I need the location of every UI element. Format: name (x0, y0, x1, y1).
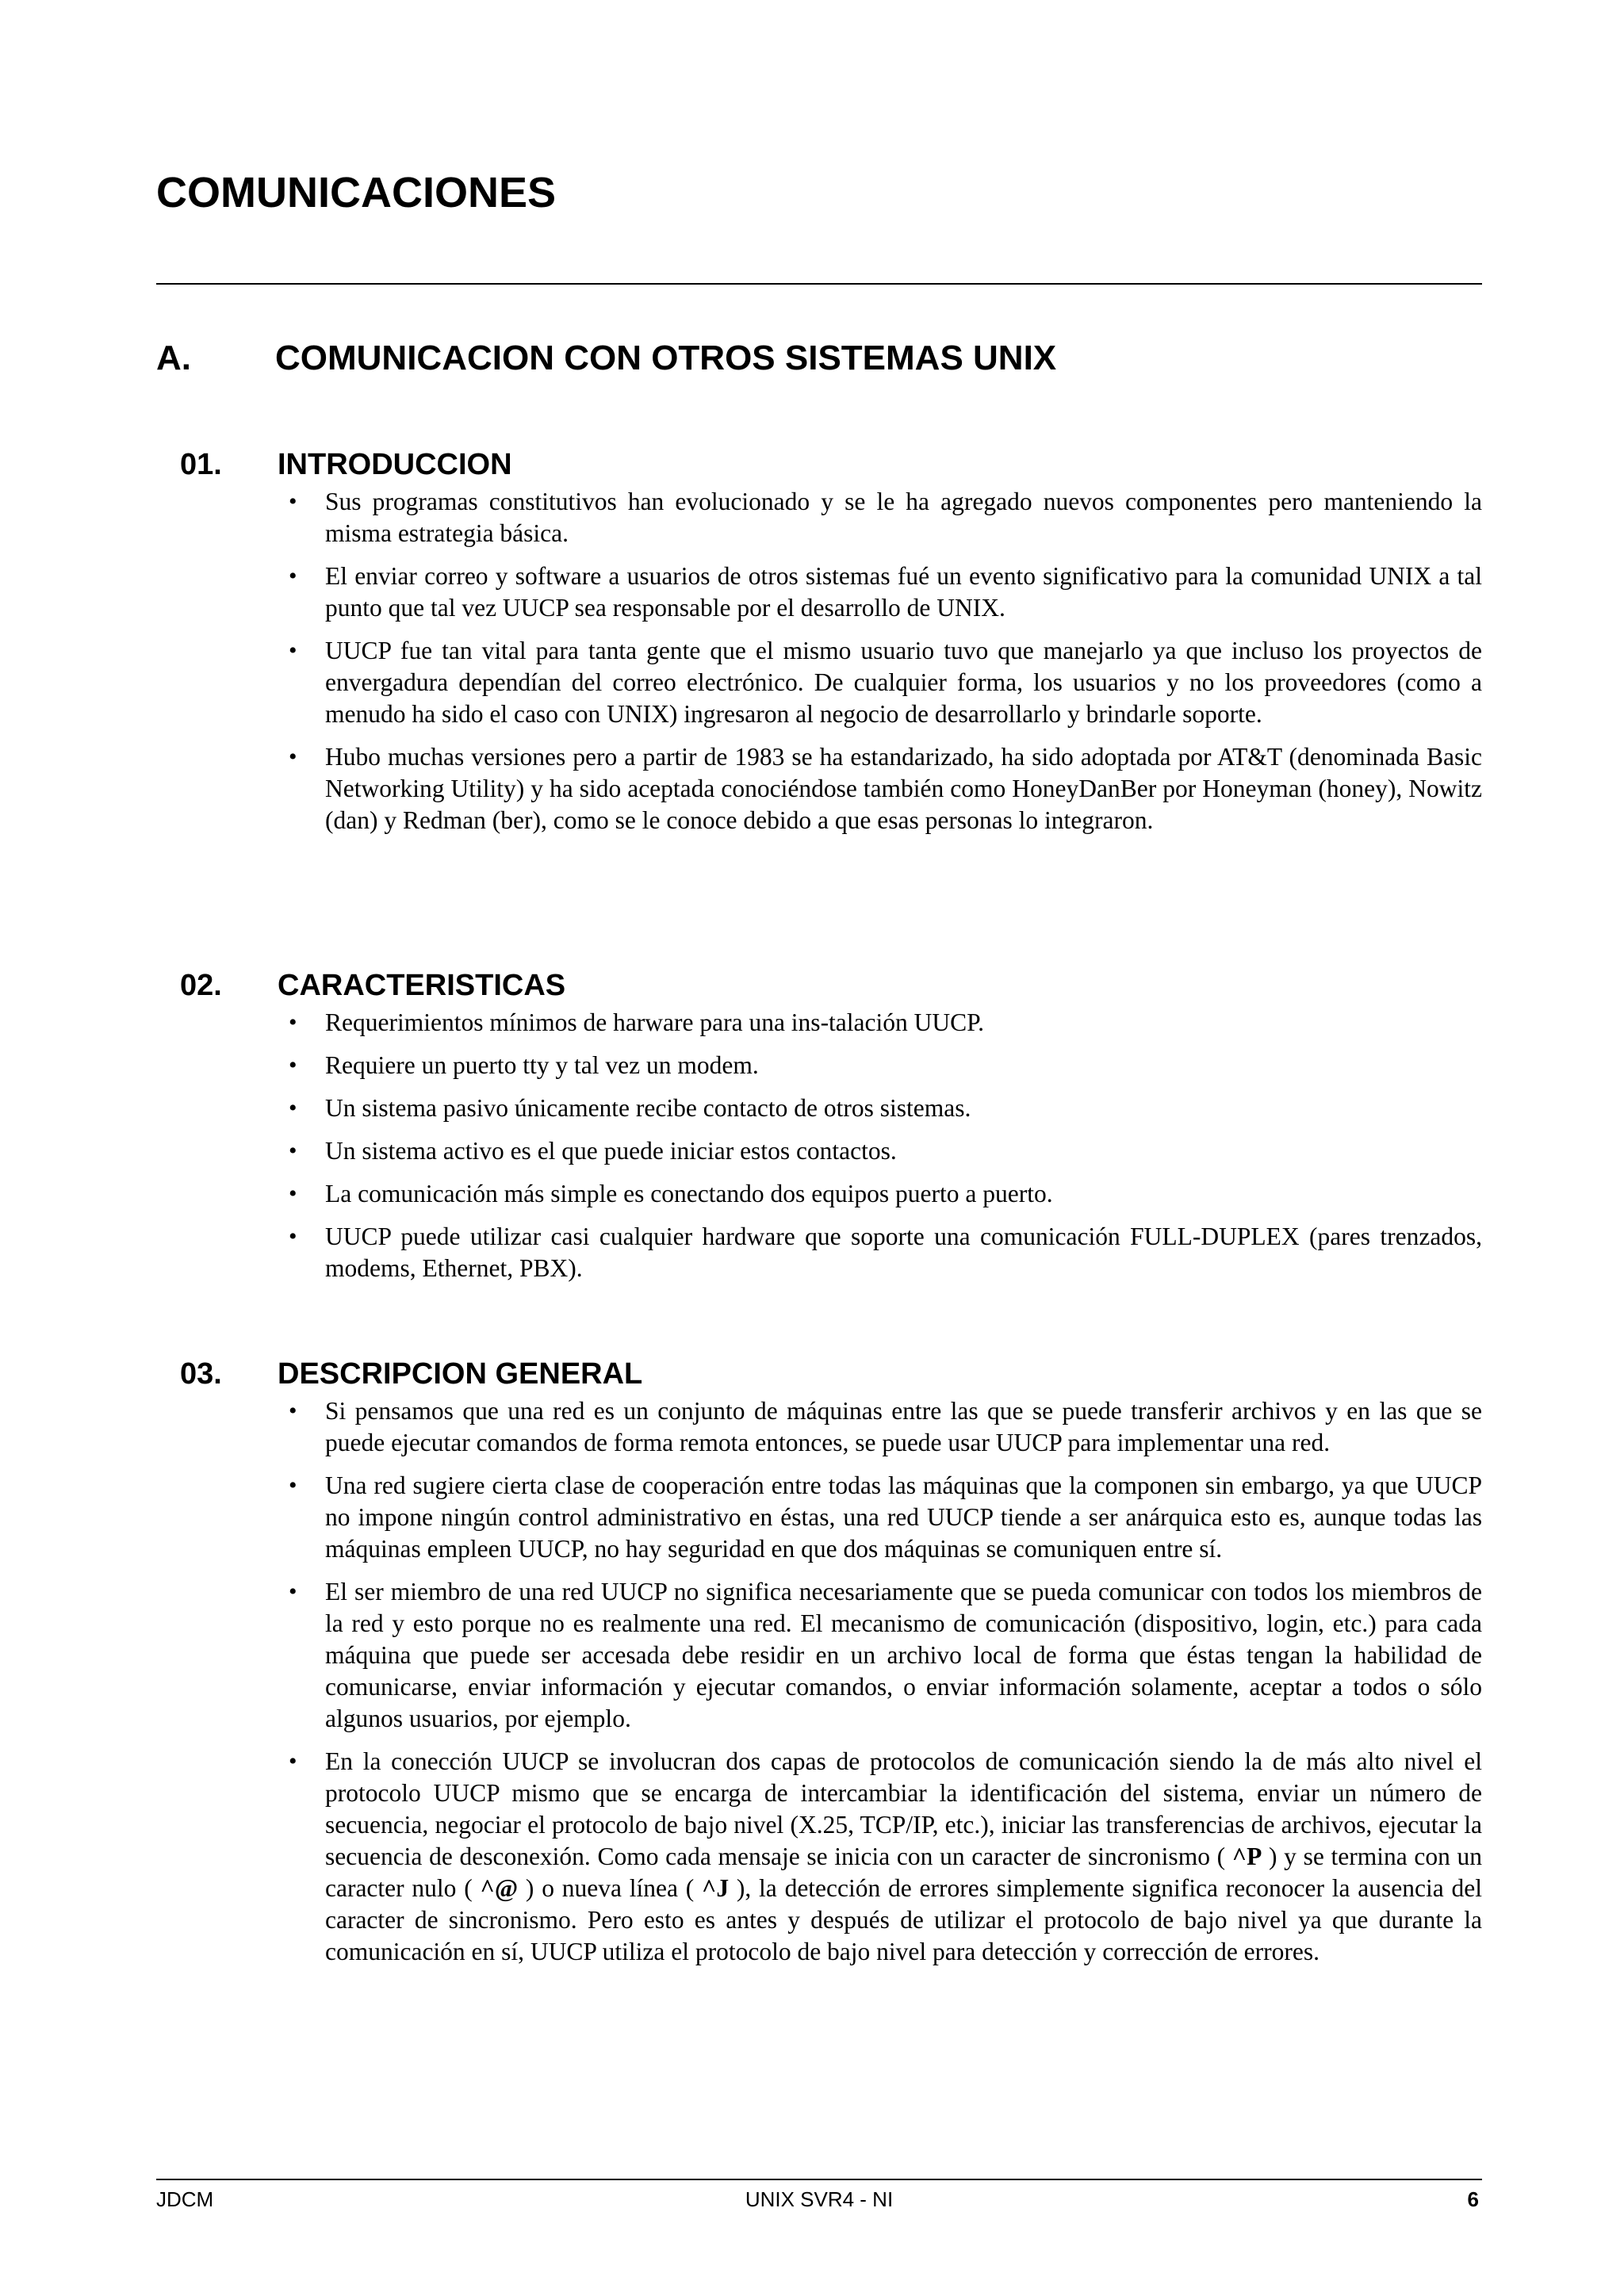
list-item: • Requiere un puerto tty y tal vez un modem. (180, 1050, 1482, 1081)
subsection-heading (180, 1356, 1482, 1392)
control-char-null: ^@ (480, 1874, 519, 1902)
list-item: • Un sistema activo es el que puede iniciar estos contactos. (180, 1135, 1482, 1167)
section-heading (156, 336, 1056, 381)
subsection-number: 03. (180, 1357, 222, 1391)
bullet-icon: • (289, 1472, 297, 1498)
list-item: • Requerimientos mínimos de harware para una ins-talación UUCP. (180, 1007, 1482, 1039)
control-char-j: ^J (702, 1874, 730, 1902)
subsection-number: 02. (180, 969, 222, 1002)
bullet-icon: • (289, 1748, 297, 1774)
bullet-icon: • (289, 1138, 297, 1164)
footer-course: UNIX SVR4 - NI (745, 2187, 894, 2211)
subsection-descripcion-general (180, 1356, 1482, 1968)
page-number: 6 (1467, 2187, 1479, 2211)
list-item: • Una red sugiere cierta clase de cooperación entre todas las máquinas que la componen sin embargo, ya que UUCP no impone ningún control administrativo en éstas, una red UUCP tiende a ser anárquica esto es, aunque todas las máquinas empleen UUCP, no hay seguridad en que dos máquinas se comuniquen entre sí. (289, 1471, 1482, 1563)
list-item: • En la conección UUCP se involucran dos capas de protocolos de comunicación siendo la de más alto nivel el protocolo UUCP mismo que se encarga de intercambiar la identificación del sistema, enviar un número de secuencia, negociar el protocolo de bajo nivel (X.25, TCP/IP, etc.), iniciar las transferencias de archivos, ejecutar la secuencia de desconexión. Como cada mensaje se inicia con un caracter de sincronismo ( ^P ) y se termina con un caracter nulo ( ^@ ) o nueva línea ( ^J ), la detección de errores simplemente significa reconocer la ausencia del caracter de sincronismo. Pero esto es antes y después de utilizar el protocolo de bajo nivel ya que durante la comunicación en sí, UUCP utiliza el protocolo de bajo nivel para detección y corrección de errores. (289, 1747, 1482, 1965)
subsection-title: DESCRIPCION GENERAL (278, 1357, 643, 1391)
subsection-number: 01. (180, 448, 222, 481)
list-item: • UUCP puede utilizar casi cualquier hardware que soporte una comunicación FULL-DUPLEX (pares trenzados, modems, Ethernet, PBX). (289, 1223, 1482, 1282)
bullet-list (180, 1395, 1482, 1968)
section-title: COMUNICACION CON OTROS SISTEMAS UNIX (275, 339, 1057, 377)
bullet-icon: • (289, 1578, 297, 1605)
subsection-title: CARACTERISTICAS (278, 969, 566, 1002)
list-item: • Si pensamos que una red es un conjunto de máquinas entre las que se puede transferir archivos y en las que se puede ejecutar comandos de forma remota entonces, se puede usar UUCP para implementar una red. (289, 1397, 1482, 1456)
bullet-icon: • (289, 744, 297, 770)
section-number: A. (156, 339, 191, 377)
subsection-introduccion (180, 446, 1482, 836)
bullet-icon: • (289, 488, 297, 515)
list-item: • Un sistema pasivo únicamente recibe contacto de otros sistemas. (180, 1093, 1482, 1124)
list-item: • El ser miembro de una red UUCP no significa necesariamente que se pueda comunicar con todos los miembros de la red y esto porque no es realmente una red. El mecanismo de comunicación (dispositivo, login, etc.) para cada máquina que puede ser accesada debe residir en un archivo local de forma que éstas tengan la habilidad de comunicarse, enviar información y ejecutar comandos, o enviar información solamente, aceptar a todos o sólo algunos usuarios, por ejemplo. (289, 1578, 1482, 1732)
bullet-icon: • (289, 563, 297, 589)
document-page (156, 0, 1482, 2296)
control-char-p: ^P (1231, 1843, 1262, 1870)
bullet-icon: • (289, 1052, 297, 1078)
bullet-icon: • (289, 1398, 297, 1424)
bullet-icon: • (289, 1181, 297, 1207)
page-title: COMUNICACIONES (156, 169, 557, 216)
footer-author: JDCM (156, 2187, 214, 2211)
list-item: • Sus programas constitutivos han evolucionado y se le ha agregado nuevos componentes pero manteniendo la misma estrategia básica. (289, 488, 1482, 547)
bullet-icon: • (289, 1095, 297, 1121)
list-item: • Hubo muchas versiones pero a partir de 1983 se ha estandarizado, ha sido adoptada por AT&T (denominada Basic Networking Utility) y ha sido aceptada conociéndose también como HoneyDanBer por Honeyman (honey), Nowitz (dan) y Redman (ber), como se le conoce debido a que esas personas lo integraron. (289, 743, 1482, 834)
subsection-caracteristicas (180, 967, 1482, 1284)
bullet-icon: • (289, 637, 297, 664)
footer-divider (156, 2179, 1482, 2180)
title-divider (156, 283, 1482, 285)
subsection-heading (180, 967, 1482, 1004)
bullet-icon: • (289, 1223, 297, 1249)
page-footer (156, 2183, 1482, 2215)
bullet-icon: • (289, 1009, 297, 1035)
bullet-list (180, 486, 1482, 836)
bullet-list (180, 1007, 1482, 1284)
list-item: • La comunicación más simple es conectando dos equipos puerto a puerto. (180, 1178, 1482, 1210)
subsection-heading (180, 446, 1482, 483)
list-item: • El enviar correo y software a usuarios de otros sistemas fué un evento significativo para la comunidad UNIX a tal punto que tal vez UUCP sea responsable por el desarrollo de UNIX. (289, 562, 1482, 622)
list-item: • UUCP fue tan vital para tanta gente que el mismo usuario tuvo que manejarlo ya que incluso los proyectos de envergadura dependían del correo electrónico. De cualquier forma, los usuarios y no los proveedores (como a menudo ha sido el caso con UNIX) ingresaron al negocio de desarrollarlo y brindarle soporte. (289, 637, 1482, 728)
subsection-title: INTRODUCCION (278, 448, 512, 481)
